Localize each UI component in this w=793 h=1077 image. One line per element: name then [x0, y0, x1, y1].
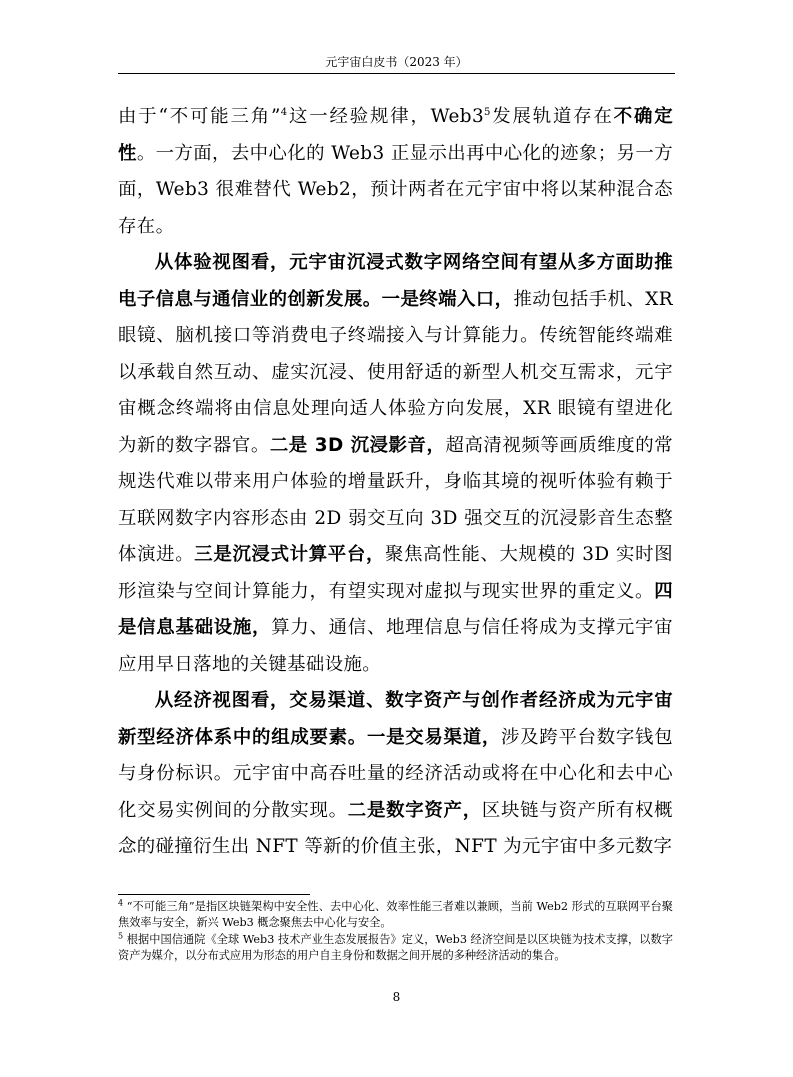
- running-header: 元宇宙白皮书（2023 年）: [118, 52, 675, 74]
- footnote: [118, 899, 673, 932]
- footnote-number: 4: [118, 898, 124, 908]
- text-run: 发展轨道存在: [490, 106, 614, 127]
- footnote-text: 根据中国信通院《全球 Web3 技术产业生态发展报告》定义，Web3 经济空间是以区块链为技术支撑，以数字资产为媒介，以分布式应用为形态的用户自主身份和数据之间开展的多种经济活动的集合。: [118, 932, 673, 963]
- page-number: 8: [392, 990, 401, 1004]
- text-run: 算力、通信、地理信息与信任将成为支撑元宇宙应用早日落地的关键基础设施。: [118, 617, 673, 675]
- bold-text: 不确定性: [118, 106, 674, 164]
- text-run: 聚焦高性能、大规模的 3D 实时图形渲染与空间计算能力，有望实现对虚拟与现实世界的重定义。: [118, 544, 673, 602]
- footnote-divider: [118, 894, 310, 895]
- text-run: 。一方面，去中心化的 Web3 正显示出再中心化的迹象；另一方面，Web3 很难替代 Web2，预计两者在元宇宙中将以某种混合态存在。: [118, 142, 673, 237]
- footnote: [118, 932, 673, 965]
- footnotes: [118, 899, 673, 965]
- footnote-text: “不可能三角”是指区块链架构中安全性、去中心化、效率性能三者难以兼顾，当前 Web2 形式的互联网平台聚焦效率与安全，新兴 Web3 概念聚焦去中心化与安全。: [118, 900, 673, 930]
- body-paragraph: [118, 683, 673, 866]
- bold-text: 从体验视图看，元宇宙沉浸式数字网络空间有望从多方面助推电子信息与通信业的创新发展。一是终端入口，: [118, 252, 673, 310]
- bold-text: 从经济视图看，交易渠道、数字资产与创作者经济成为元宇宙新型经济体系中的组成要素。一是交易渠道，: [118, 690, 673, 748]
- text-run: 推动包括手机、XR 眼镜、脑机接口等消费电子终端接入与计算能力。传统智能终端难以承载自然互动、虚实沉浸、使用舒适的新型人机交互需求，元宇宙概念终端将由信息处理向适人体验方向发展，XR 眼镜有望进化为新的数字器官。: [118, 288, 673, 456]
- body-paragraph: [118, 245, 673, 683]
- bold-text: 四是信息基础设施，: [118, 580, 673, 638]
- bold-text: 二是数字资产，: [347, 799, 482, 821]
- text-run: 由于“不可能三角”: [118, 106, 281, 127]
- bold-text: 二是 3D 沉浸影音，: [269, 434, 446, 456]
- footnote-number: 5: [118, 931, 124, 941]
- text-run: 区块链与资产所有权概念的碰撞衍生出 NFT 等新的价值主张，NFT 为元宇宙中多元数字: [118, 799, 673, 857]
- bold-text: 三是沉浸式计算平台，: [194, 544, 386, 565]
- footnote-ref: 5: [484, 106, 491, 118]
- footnote-ref: 4: [280, 106, 288, 118]
- body-paragraph: [118, 99, 673, 245]
- text-run: 这一经验规律，Web3: [287, 106, 485, 127]
- text-run: 涉及跨平台数字钱包与身份标识。元宇宙中高吞吐量的经济活动或将在中心化和去中心化交易实例间的分散实现。: [118, 726, 673, 821]
- body-text: [118, 99, 673, 866]
- text-run: 超高清视频等画质维度的常规迭代难以带来用户体验的增量跃升，身临其境的视听体验有赖于互联网数字内容形态由 2D 弱交互向 3D 强交互的沉浸影音生态整体演进。: [118, 434, 673, 565]
